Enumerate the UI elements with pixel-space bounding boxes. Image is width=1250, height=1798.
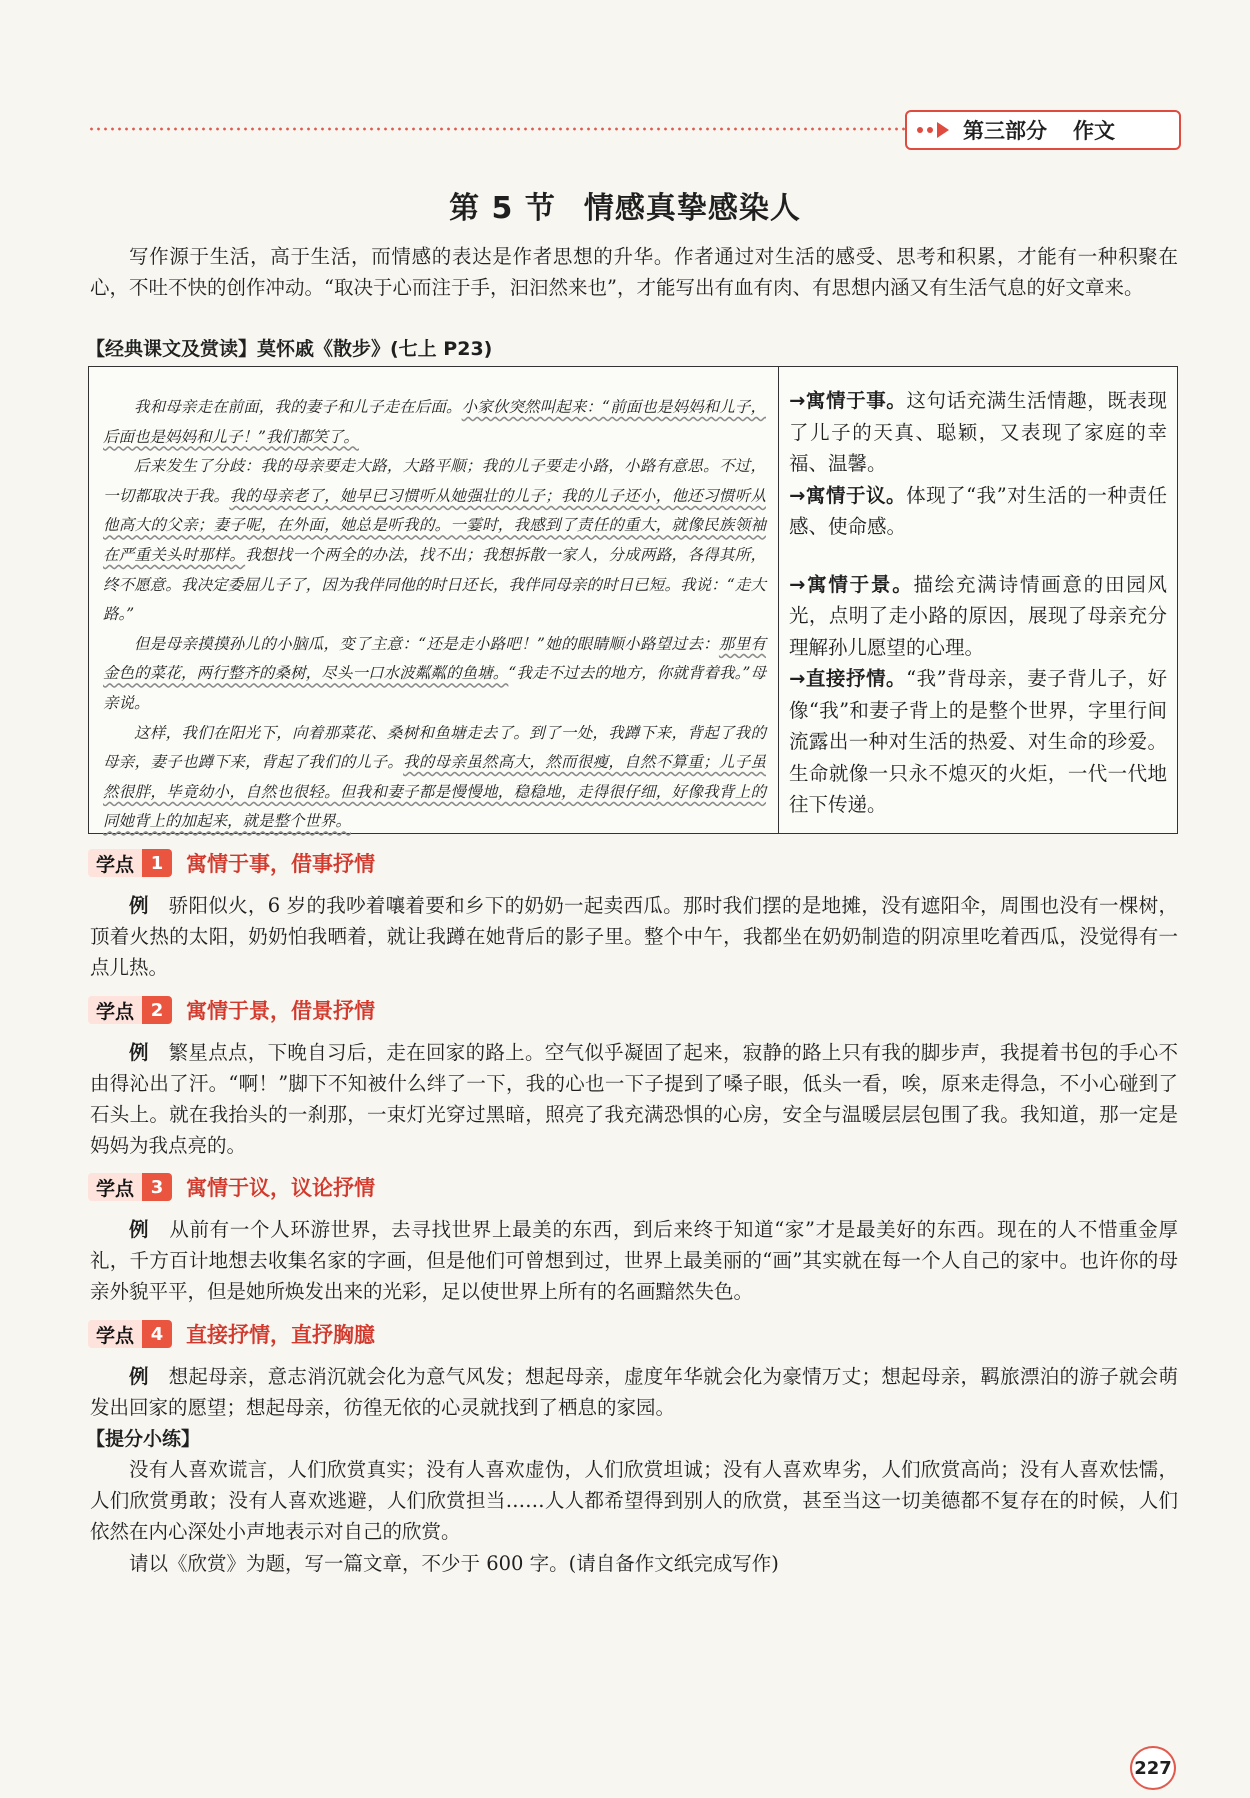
annotated-phrase: 那里有金色的菜花，两行整齐的桑树，尽头一口水波粼粼的鱼塘。	[103, 634, 766, 683]
study-point-title: 直接抒情，直抒胸臆	[186, 1323, 376, 1347]
study-point-badge: 学点 4	[88, 1320, 172, 1348]
study-point-badge: 学点 3	[88, 1173, 172, 1201]
annotated-phrase: 我的母亲虽然高大，然而很瘦，自然不算重；儿子虽然很胖，毕竟幼小，自然也很轻。但我和妻子都是慢慢地，稳稳地，走得很仔细，好像我背上的同她背上的加起来，就是整个世界。	[103, 753, 766, 831]
intro-paragraph: 写作源于生活，高于生活，而情感的表达是作者思想的升华。作者通过对生活的感受、思考和积累，才能有一种积聚在心，不吐不快的创作冲动。“取决于心而注于手，汩汩然来也”，才能写出有血有肉、有思想内涵又有生活气息的好文章来。	[90, 245, 1178, 299]
part-title: 作文	[1073, 119, 1115, 143]
study-point-badge: 学点 2	[88, 996, 172, 1024]
passage-paragraph: 后来发生了分歧：我的母亲要走大路，大路平顺；我的儿子要走小路，小路有意思。不过，一切都取决于我。我的母亲老了，她早已习惯听从她强壮的儿子；我的儿子还小，他还习惯听从他高大的父亲；妻子呢，在外面，她总是听我的。一霎时，我感到了责任的重大，就像民族领袖在严重关头时那样。我想找一个两全的办法，找不出；我想拆散一家人，分成两路，各得其所，终不愿意。我决定委屈儿子了，因为我伴同他的时日还长，我伴同母亲的时日已短。我说：“走大路。”	[103, 457, 766, 624]
study-point-3-example: 例 从前有一个人环游世界，去寻找世界上最美的东西，到后来终于知道“家”才是最美好的东西。现在的人不惜重金厚礼，千方百计地想去收集名家的字画，但是他们可曾想到过，世界上最美丽的“画”其实就在每一个人自己的家中。也许你的母亲外貌平平，但是她所焕发出来的光彩，足以使世界上所有的名画黯然失色。	[90, 1218, 1178, 1303]
study-point-badge: 学点 1	[88, 849, 172, 877]
note-item: →寓情于事。这句话充满生活情趣，既表现了儿子的天真、聪颖，又表现了家庭的幸福、温馨。	[789, 389, 1167, 475]
study-point-title: 寓情于景，借景抒情	[186, 999, 376, 1023]
section-title-text: 情感真挚感染人	[583, 191, 801, 226]
arrow-icon	[917, 122, 949, 138]
practice-heading: 【提分小练】	[86, 1428, 201, 1450]
classic-heading: 【经典课文及赏读】莫怀戚《散步》(七上 P23)	[86, 338, 493, 360]
study-point-4-example: 例 想起母亲，意志消沉就会化为意气风发；想起母亲，虚度年华就会化为豪情万丈；想起母亲，羁旅漂泊的游子就会萌发出回家的愿望；想起母亲，彷徨无依的心灵就找到了栖息的家园。	[90, 1365, 1178, 1419]
study-point-4-header	[88, 1319, 375, 1349]
study-point-title: 寓情于议，议论抒情	[186, 1176, 376, 1200]
classic-passage	[89, 367, 779, 833]
study-point-2-header	[88, 995, 375, 1025]
note-item: →直接抒情。“我”背母亲，妻子背儿子，好像“我”和妻子背上的是整个世界，字里行间流露出一种对生活的热爱、对生命的珍爱。生命就像一只永不熄灭的火炬，一代一代地往下传递。	[789, 667, 1167, 816]
passage-paragraph: 但是母亲摸摸孙儿的小脑瓜，变了主意：“还是走小路吧！”她的眼睛顺小路望过去：那里有金色的菜花，两行整齐的桑树，尽头一口水波粼粼的鱼塘。“我走不过去的地方，你就背着我。”母亲说。	[103, 634, 766, 712]
section-number: 第 5 节	[449, 191, 556, 226]
study-point-1-example: 例 骄阳似火，6 岁的我吵着嚷着要和乡下的奶奶一起卖西瓜。那时我们摆的是地摊，没有遮阳伞，周围也没有一棵树，顶着火热的太阳，奶奶怕我晒着，就让我蹲在她背后的影子里。整个中午，我都坐在奶奶制造的阴凉里吃着西瓜，没觉得有一点儿热。	[90, 894, 1178, 979]
study-point-2-example: 例 繁星点点，下晚自习后，走在回家的路上。空气似乎凝固了起来，寂静的路上只有我的脚步声，我提着书包的手心不由得沁出了汗。“啊！”脚下不知被什么绊了一下，我的心也一下子提到了嗓子眼，低头一看，唉，原来走得急，不小心碰到了石头上。就在我抬头的一刹那，一束灯光穿过黑暗，照亮了我充满恐惧的心房，安全与温暖层层包围了我。我知道，那一定是妈妈为我点亮的。	[90, 1041, 1178, 1157]
practice-material: 没有人喜欢谎言，人们欣赏真实；没有人喜欢虚伪，人们欣赏坦诚；没有人喜欢卑劣，人们欣赏高尚；没有人喜欢怯懦，人们欣赏勇敢；没有人喜欢逃避，人们欣赏担当……人人都希望得到别人的欣赏，甚至当这一切美德都不复存在的时候，人们依然在内心深处小声地表示对自己的欣赏。	[90, 1458, 1178, 1543]
part-label: 第三部分	[963, 119, 1047, 143]
practice-task: 请以《欣赏》为题，写一篇文章，不少于 600 字。(请自备作文纸完成写作)	[129, 1552, 779, 1575]
passage-paragraph: 我和母亲走在前面，我的妻子和儿子走在后面。小家伙突然叫起来：“前面也是妈妈和儿子，后面也是妈妈和儿子！”我们都笑了。	[103, 398, 766, 446]
header-dotted-line	[88, 127, 908, 131]
classic-text-box	[88, 366, 1178, 834]
annotated-phrase: 小家伙突然叫起来：“前面也是妈妈和儿子，后面也是妈妈和儿子！”我们都笑了。	[103, 398, 766, 446]
classic-notes	[779, 367, 1177, 833]
annotated-phrase: 我的母亲老了，她早已习惯听从她强壮的儿子；我的儿子还小，他还习惯听从他高大的父亲；妻子呢，在外面，她总是听我的。一霎时，我感到了责任的重大，就像民族领袖在严重关头时那样。	[103, 486, 766, 564]
study-point-1-header	[88, 848, 375, 878]
study-point-3-header	[88, 1172, 375, 1202]
section-title	[0, 183, 1250, 227]
passage-paragraph: 这样，我们在阳光下，向着那菜花、桑树和鱼塘走去了。到了一处，我蹲下来，背起了我的母亲，妻子也蹲下来，背起了我们的儿子。我的母亲虽然高大，然而很瘦，自然不算重；儿子虽然很胖，毕竟幼小，自然也很轻。但我和妻子都是慢慢地，稳稳地，走得很仔细，好像我背上的同她背上的加起来，就是整个世界。	[103, 723, 766, 831]
page-number: 227	[1130, 1746, 1176, 1790]
note-item: →寓情于景。描绘充满诗情画意的田园风光，点明了走小路的原因，展现了母亲充分理解孙儿愿望的心理。	[789, 572, 1167, 659]
study-point-title: 寓情于事，借事抒情	[186, 852, 376, 876]
note-item: →寓情于议。体现了“我”对生活的一种责任感、使命感。	[789, 483, 1167, 538]
part-tag	[905, 110, 1181, 150]
